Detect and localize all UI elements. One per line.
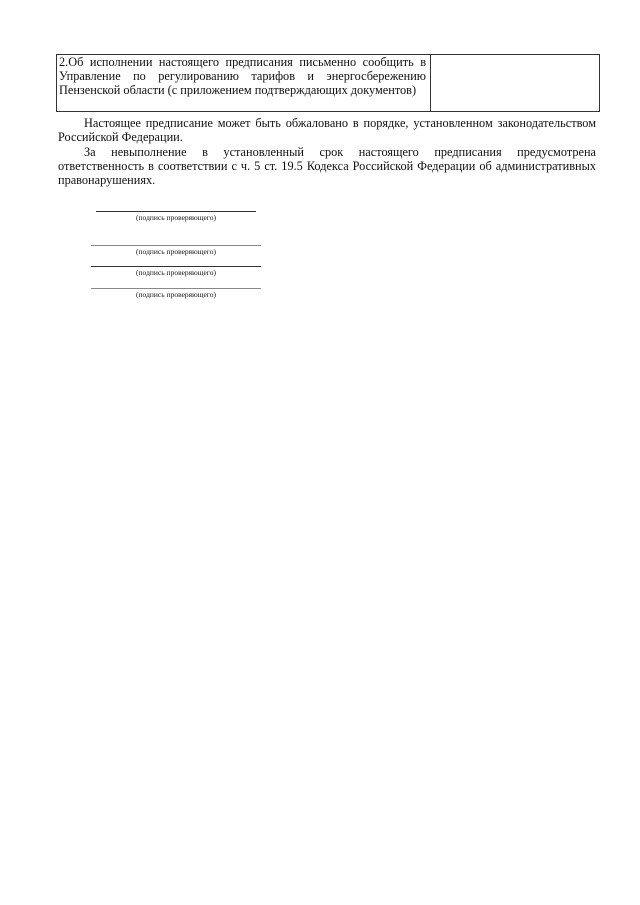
- instruction-table: [56, 54, 600, 112]
- signature-block-3: [91, 266, 261, 277]
- instruction-cell: 2.Об исполнении настоящего предписания письменно сообщить в Управление по регулированию тарифов и энергосбережению Пензенской области (с приложением подтверждающих документов): [59, 55, 426, 98]
- signature-caption: (подпись проверяющего): [136, 247, 216, 256]
- liability-paragraph: За невыполнение в установленный срок настоящего предписания предусмотрена ответственность в соответствии с ч. 5 ст. 19.5 Кодекса Российской Федерации об административных правонарушениях.: [58, 145, 596, 188]
- appeal-paragraph: Настоящее предписание может быть обжаловано в порядке, установленном законодательством Российской Федерации.: [58, 116, 596, 145]
- signature-line: [96, 211, 256, 212]
- signature-line: [91, 245, 261, 246]
- signature-block-2: [91, 245, 261, 256]
- signature-caption: (подпись проверяющего): [136, 268, 216, 277]
- signature-line: [91, 288, 261, 289]
- signature-caption: (подпись проверяющего): [136, 290, 216, 299]
- signature-block-4: [91, 288, 261, 299]
- signature-line: [91, 266, 261, 267]
- signature-caption: (подпись проверяющего): [136, 213, 216, 222]
- signature-block-1: [96, 211, 256, 222]
- table-column-divider: [430, 55, 431, 111]
